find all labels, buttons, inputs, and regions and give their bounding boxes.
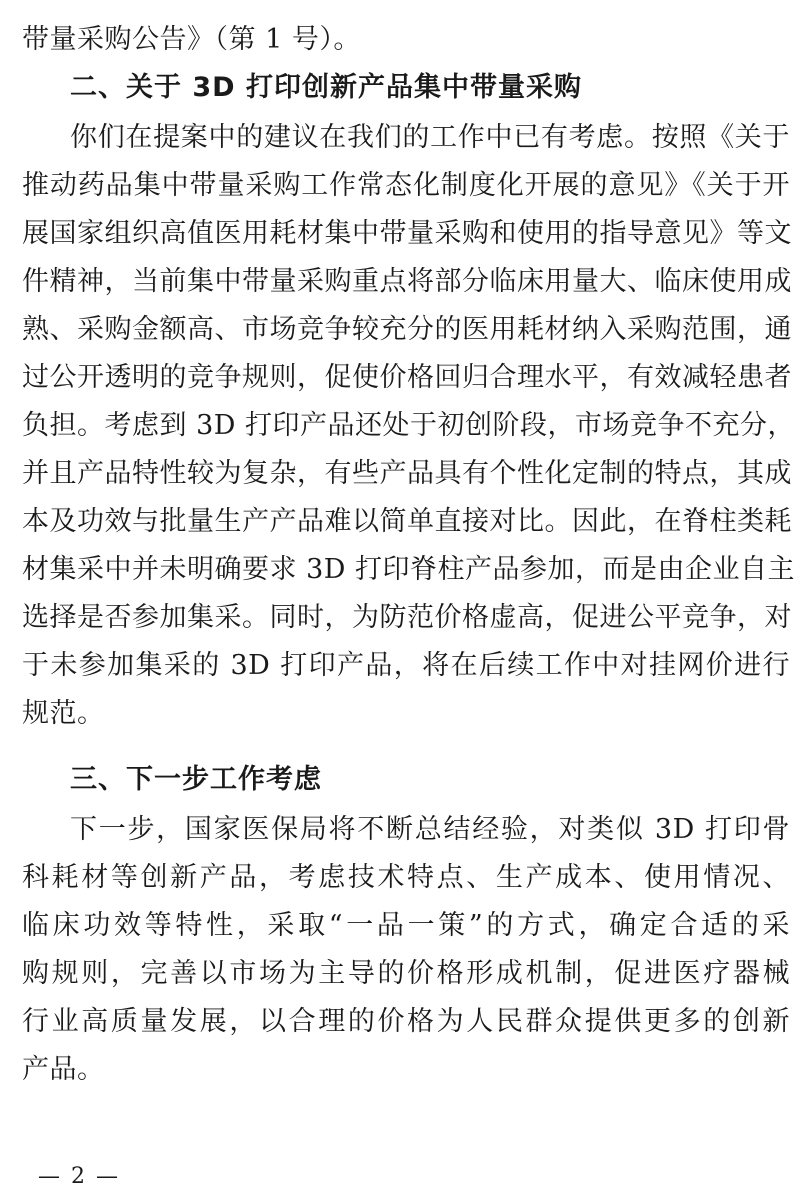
section2-line: 负担。考虑到 3D 打印产品还处于初创阶段，市场竞争不充分， xyxy=(22,410,795,441)
section3-line: 产品。 xyxy=(22,1054,105,1085)
section3-heading: 三、下一步工作考虑 xyxy=(70,764,322,795)
section2-heading: 二、关于 3D 打印创新产品集中带量采购 xyxy=(70,72,582,103)
section2-line: 件精神，当前集中带量采购重点将部分临床用量大、临床使用成 xyxy=(22,266,792,297)
section2-line: 过公开透明的竞争规则，促使价格回归合理水平，有效减轻患者 xyxy=(22,362,792,393)
section2-line: 于未参加集采的 3D 打印产品，将在后续工作中对挂网价进行 xyxy=(22,650,790,681)
page-number: — 2 — xyxy=(38,1164,120,1189)
section3-line: 行业高质量发展，以合理的价格为人民群众提供更多的创新 xyxy=(22,1006,790,1037)
intro-line: 带量采购公告》（第 1 号）。 xyxy=(22,24,361,55)
section2-line: 规范。 xyxy=(22,698,105,729)
section2-line: 并且产品特性较为复杂，有些产品具有个性化定制的特点，其成 xyxy=(22,458,792,489)
section3-line: 科耗材等创新产品，考虑技术特点、生产成本、使用情况、 xyxy=(22,862,790,893)
section2-line: 本及功效与批量生产产品难以简单直接对比。因此，在脊柱类耗 xyxy=(22,506,792,537)
section3-line: 临床功效等特性，采取“一品一策”的方式，确定合适的采 xyxy=(22,910,790,941)
section3-line: 下一步，国家医保局将不断总结经验，对类似 3D 打印骨 xyxy=(70,814,790,845)
section2-line: 材集采中并未明确要求 3D 打印脊柱产品参加，而是由企业自主 xyxy=(22,554,795,585)
section2-line: 你们在提案中的建议在我们的工作中已有考虑。按照《关于 xyxy=(70,122,790,153)
section2-line: 选择是否参加集采。同时，为防范价格虚高，促进公平竞争，对 xyxy=(22,602,792,633)
section2-line: 熟、采购金额高、市场竞争较充分的医用耗材纳入采购范围，通 xyxy=(22,314,792,345)
section2-line: 推动药品集中带量采购工作常态化制度化开展的意见》《关于开 xyxy=(22,170,790,201)
section3-line: 购规则，完善以市场为主导的价格形成机制，促进医疗器械 xyxy=(22,958,790,989)
section2-line: 展国家组织高值医用耗材集中带量采购和使用的指导意见》等文 xyxy=(22,218,792,249)
